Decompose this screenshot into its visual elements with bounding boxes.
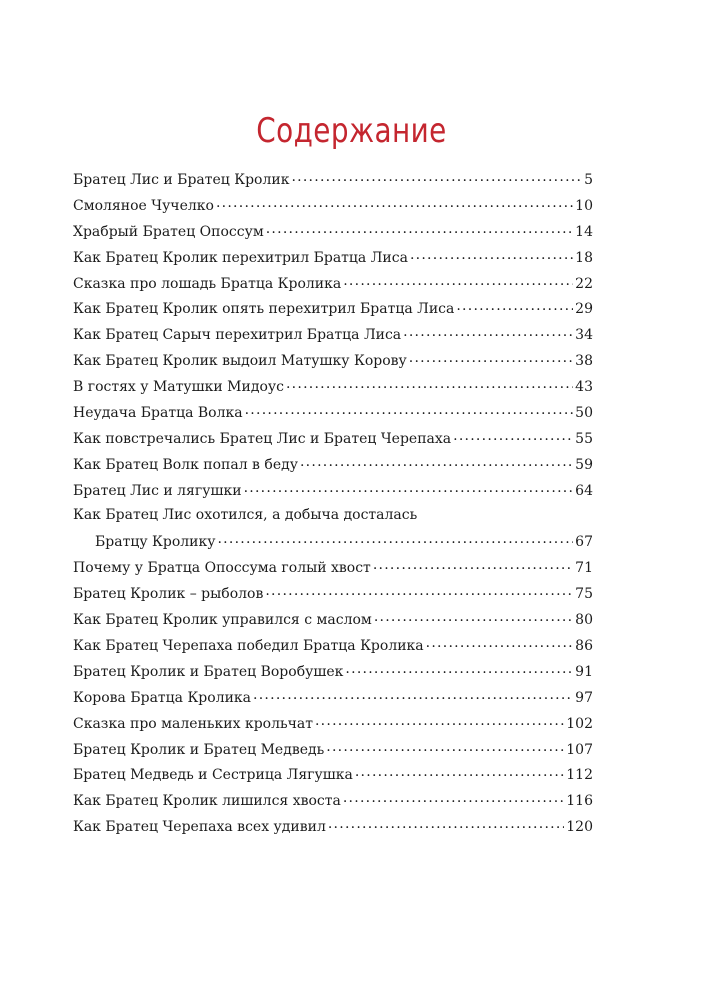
dot-leader: [403, 325, 573, 339]
toc-entry-page: 120: [566, 819, 593, 836]
toc-entry-page: 80: [575, 612, 593, 629]
toc-entry-page: 38: [575, 353, 593, 370]
toc-entry-page: 14: [575, 223, 593, 240]
table-of-contents: [73, 170, 593, 843]
toc-entry-title: Как Братец Сарыч перехитрил Братца Лиса: [73, 327, 402, 344]
dot-leader: [426, 636, 574, 650]
dot-leader: [355, 765, 564, 779]
toc-entry: [73, 765, 593, 791]
page-title: Содержание: [256, 110, 447, 151]
dot-leader: [315, 714, 564, 728]
dot-leader: [265, 584, 573, 598]
dot-leader: [410, 248, 573, 262]
toc-entry-title: Как Братец Волк попал в беду: [73, 456, 298, 473]
toc-entry-title: Как Братец Кролик опять перехитрил Братца Лиса: [73, 301, 455, 318]
toc-entry-page: 97: [575, 689, 593, 706]
toc-entry: [73, 740, 593, 766]
toc-entry-page: 102: [566, 715, 593, 732]
toc-entry: [73, 584, 593, 610]
toc-entry-page: 34: [575, 327, 593, 344]
toc-entry-title: Как Братец Кролик выдоил Матушку Корову: [73, 353, 407, 370]
toc-entry: [73, 610, 593, 636]
toc-entry-title: Братец Кролик и Братец Воробушек: [73, 663, 344, 680]
dot-leader: [286, 377, 573, 391]
dot-leader: [326, 740, 564, 754]
toc-entry-page: 107: [566, 741, 593, 758]
toc-entry: [73, 222, 593, 248]
toc-entry-title: Как повстречались Братец Лис и Братец Черепаха: [73, 430, 452, 447]
toc-entry-page: 10: [575, 197, 593, 214]
dot-leader: [245, 403, 574, 417]
toc-entry-page: 55: [575, 430, 593, 447]
dot-leader: [266, 222, 573, 236]
toc-entry: [73, 429, 593, 455]
toc-entry-page: 64: [575, 482, 593, 499]
toc-entry-title: Корова Братца Кролика: [73, 689, 252, 706]
toc-entry-title: Братец Кролик – рыболов: [73, 586, 264, 603]
toc-entry-page: 91: [575, 663, 593, 680]
toc-entry-page: 112: [566, 767, 593, 784]
toc-entry-first-line: [73, 507, 593, 533]
toc-entry: [73, 274, 593, 300]
toc-entry-page: 116: [566, 793, 593, 810]
dot-leader: [253, 688, 573, 702]
toc-entry-page: 86: [575, 638, 593, 655]
toc-entry-title: Братец Кролик и Братец Медведь: [73, 741, 325, 758]
dot-leader: [300, 455, 573, 469]
toc-entry: [73, 688, 593, 714]
dot-leader: [343, 791, 564, 805]
dot-leader: [343, 274, 573, 288]
toc-entry-page: 71: [575, 560, 593, 577]
toc-entry-page: 22: [575, 275, 593, 292]
toc-entry-page: 18: [575, 249, 593, 266]
toc-entry: [73, 196, 593, 222]
toc-entry-page: 5: [584, 172, 593, 188]
dot-leader: [453, 429, 573, 443]
toc-entry: [73, 455, 593, 481]
toc-entry: [73, 714, 593, 740]
toc-entry: [73, 403, 593, 429]
dot-leader: [409, 351, 573, 365]
toc-entry: [73, 299, 593, 325]
toc-entry-title-continuation: Братцу Кролику: [95, 534, 216, 551]
toc-entry-title: Братец Медведь и Сестрица Лягушка: [73, 767, 353, 784]
toc-entry-title: Как Братец Кролик управился с маслом: [73, 612, 372, 629]
toc-entry-title: Неудача Братца Волка: [73, 405, 243, 422]
toc-entry: [73, 791, 593, 817]
dot-leader: [345, 662, 573, 676]
toc-entry: [73, 170, 593, 196]
toc-entry-page: 75: [575, 586, 593, 603]
toc-entry-title: Братец Лис и лягушки: [73, 482, 242, 499]
toc-entry-page: 29: [575, 301, 593, 318]
dot-leader: [291, 170, 582, 184]
toc-entry-continuation: [73, 532, 593, 558]
dot-leader: [374, 610, 573, 624]
toc-entry-title: Почему у Братца Опоссума голый хвост: [73, 560, 371, 577]
toc-entry-title: Братец Лис и Братец Кролик: [73, 172, 290, 188]
toc-entry: [73, 325, 593, 351]
toc-entry-title: Как Братец Черепаха победил Братца Кролика: [73, 638, 424, 655]
dot-leader: [328, 817, 564, 831]
toc-entry: [73, 636, 593, 662]
toc-entry-title: В гостях у Матушки Мидоус: [73, 379, 284, 396]
toc-entry: [73, 481, 593, 507]
toc-entry: [73, 248, 593, 274]
toc-entry-title: Сказка про маленьких крольчат: [73, 715, 313, 732]
toc-entry: [73, 377, 593, 403]
toc-entry-title: Как Братец Кролик перехитрил Братца Лиса: [73, 249, 408, 266]
dot-leader: [244, 481, 574, 495]
toc-entry: [73, 817, 593, 843]
dot-leader: [456, 299, 573, 313]
toc-entry-title: Сказка про лошадь Братца Кролика: [73, 275, 342, 292]
toc-entry-title: Как Братец Кролик лишился хвоста: [73, 793, 341, 810]
dot-leader: [216, 196, 573, 210]
toc-entry-page: 43: [575, 379, 593, 396]
toc-entry-title: Как Братец Лис охотился, а добыча досталась: [73, 506, 418, 523]
dot-leader: [373, 558, 573, 572]
toc-entry-page: 50: [575, 405, 593, 422]
toc-entry-title: Храбрый Братец Опоссум: [73, 223, 264, 240]
toc-entry-title: Как Братец Черепаха всех удивил: [73, 819, 326, 836]
toc-entry: [73, 662, 593, 688]
toc-entry: [73, 558, 593, 584]
toc-entry: [73, 351, 593, 377]
toc-entry-page: 67: [575, 534, 593, 551]
dot-leader: [217, 532, 573, 546]
toc-entry-title: Смоляное Чучелко: [73, 197, 214, 214]
toc-entry-page: 59: [575, 456, 593, 473]
